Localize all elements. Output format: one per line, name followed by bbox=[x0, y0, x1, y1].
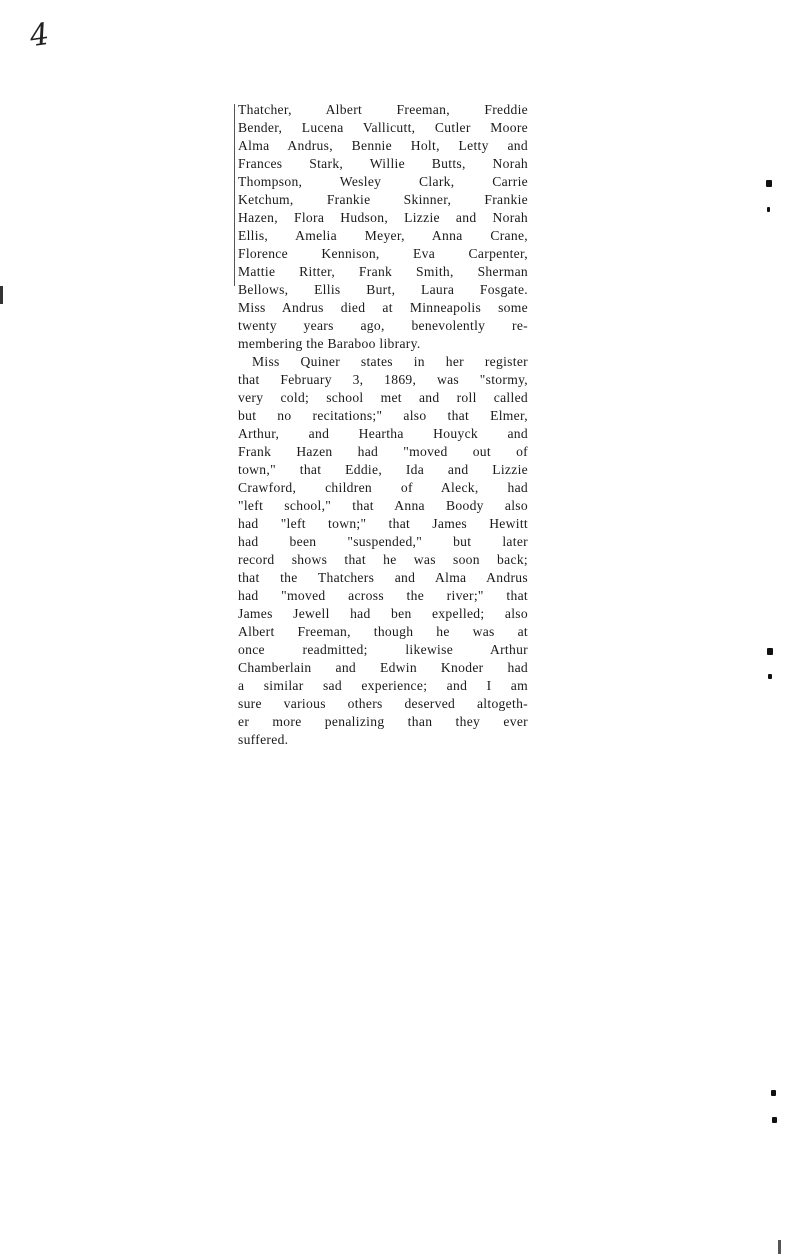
text-line: had "moved across the river;" that bbox=[238, 588, 528, 603]
text-line: Thatcher, Albert Freeman, Freddie bbox=[238, 102, 528, 117]
text-line: had been "suspended," but later bbox=[238, 534, 528, 549]
text-line: once readmitted; likewise Arthur bbox=[238, 642, 528, 657]
text-line: Alma Andrus, Bennie Holt, Letty and bbox=[238, 138, 528, 153]
text-line: a similar sad experience; and I am bbox=[238, 678, 528, 693]
binder-hole-mark bbox=[772, 1117, 777, 1123]
text-line: Miss Andrus died at Minneapolis some bbox=[238, 300, 528, 315]
handwritten-page-number: 4 bbox=[27, 16, 52, 55]
text-line: Bender, Lucena Vallicutt, Cutler Moore bbox=[238, 120, 528, 135]
binder-hole-mark bbox=[767, 648, 773, 655]
text-line: suffered. bbox=[238, 732, 289, 747]
text-line: but no recitations;" also that Elmer, bbox=[238, 408, 528, 423]
text-line: Frank Hazen had "moved out of bbox=[238, 444, 528, 459]
text-line: town," that Eddie, Ida and Lizzie bbox=[238, 462, 528, 477]
text-line: Ellis, Amelia Meyer, Anna Crane, bbox=[238, 228, 528, 243]
text-line: Bellows, Ellis Burt, Laura Fosgate. bbox=[238, 282, 528, 297]
text-line: Florence Kennison, Eva Carpenter, bbox=[238, 246, 528, 261]
binder-hole-mark bbox=[771, 1090, 776, 1096]
text-line: Crawford, children of Aleck, had bbox=[238, 480, 528, 495]
text-line: Hazen, Flora Hudson, Lizzie and Norah bbox=[238, 210, 528, 225]
text-line: Ketchum, Frankie Skinner, Frankie bbox=[238, 192, 528, 207]
binder-hole-mark bbox=[766, 180, 772, 187]
text-line: er more penalizing than they ever bbox=[238, 714, 528, 729]
bottom-edge-scan-mark bbox=[778, 1240, 781, 1254]
text-line: that the Thatchers and Alma Andrus bbox=[238, 570, 528, 585]
text-line: Miss Quiner states in her register bbox=[252, 354, 528, 369]
newspaper-clipping bbox=[238, 101, 528, 749]
binder-hole-mark bbox=[767, 207, 770, 212]
text-line: Chamberlain and Edwin Knoder had bbox=[238, 660, 528, 675]
text-line: membering the Baraboo library. bbox=[238, 336, 421, 351]
text-line: "left school," that Anna Boody also bbox=[238, 498, 528, 513]
text-line: record shows that he was soon back; bbox=[238, 552, 528, 567]
left-edge-scan-mark bbox=[0, 286, 3, 304]
binder-hole-mark bbox=[768, 674, 772, 679]
text-line: Frances Stark, Willie Butts, Norah bbox=[238, 156, 528, 171]
text-line: that February 3, 1869, was "stormy, bbox=[238, 372, 528, 387]
text-line: very cold; school met and roll called bbox=[238, 390, 528, 405]
text-line: Thompson, Wesley Clark, Carrie bbox=[238, 174, 528, 189]
text-line: had "left town;" that James Hewitt bbox=[238, 516, 528, 531]
clipping-edge-rule bbox=[234, 104, 235, 286]
text-line: twenty years ago, benevolently re- bbox=[238, 318, 528, 333]
text-line: Mattie Ritter, Frank Smith, Sherman bbox=[238, 264, 528, 279]
text-line: James Jewell had ben expelled; also bbox=[238, 606, 528, 621]
text-line: sure various others deserved altogeth- bbox=[238, 696, 528, 711]
text-line: Albert Freeman, though he was at bbox=[238, 624, 528, 639]
text-line: Arthur, and Heartha Houyck and bbox=[238, 426, 528, 441]
